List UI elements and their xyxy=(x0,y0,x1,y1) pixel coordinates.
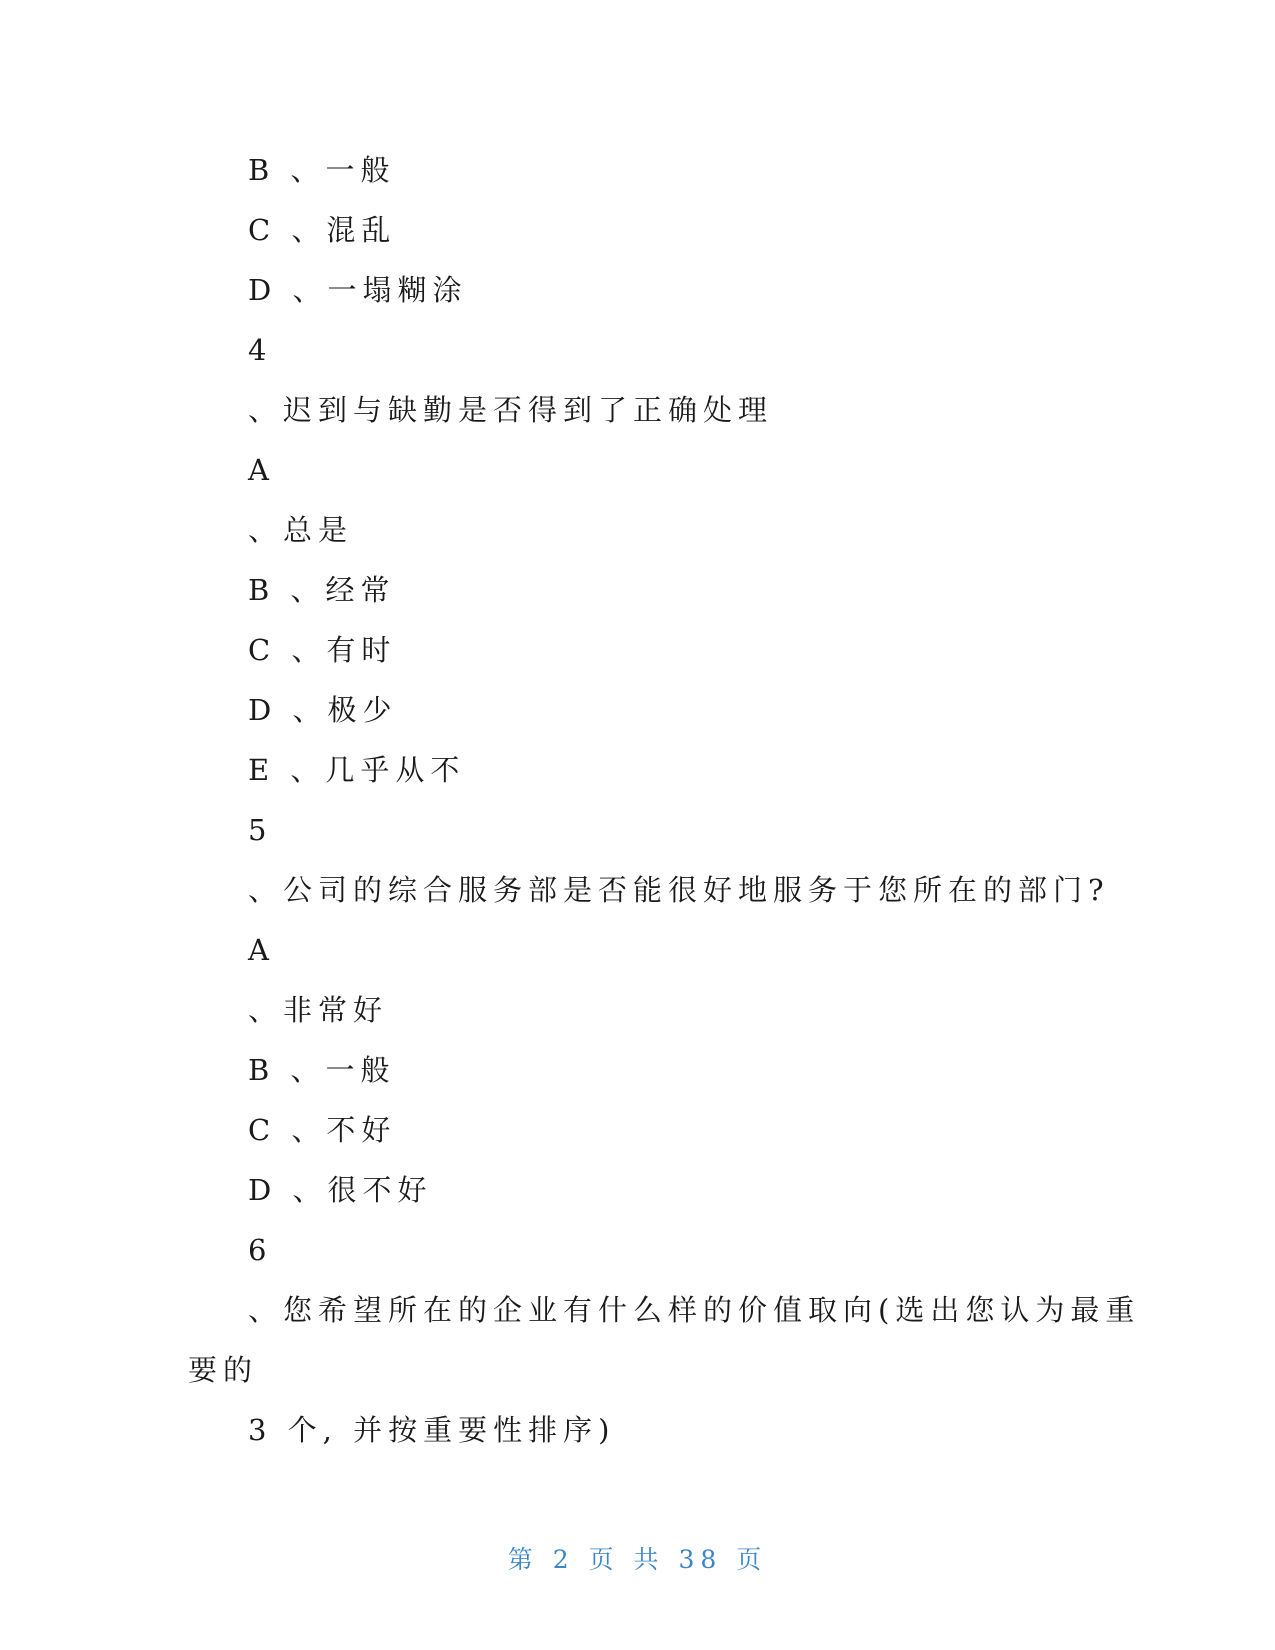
option-a-line: 、非常好 xyxy=(248,993,389,1027)
option-e-line: E 、几乎从不 xyxy=(248,753,466,787)
option-c-line: C 、有时 xyxy=(248,633,397,667)
question-text: 、公司的综合服务部是否能很好地服务于您所在的部门? xyxy=(248,873,1110,907)
option-c-line: C 、不好 xyxy=(248,1113,397,1147)
option-b-line: B 、一般 xyxy=(248,1053,396,1087)
option-b-line: B 、经常 xyxy=(248,573,396,607)
question-text: 、您希望所在的企业有什么样的价值取向(选出您认为最重 xyxy=(248,1293,1141,1327)
question-text-continued: 3 个, 并按重要性排序) xyxy=(248,1413,616,1447)
option-d-line: D 、很不好 xyxy=(248,1173,433,1207)
question-number: 4 xyxy=(248,333,273,367)
question-number: 5 xyxy=(248,813,273,847)
question-text: 、迟到与缺勤是否得到了正确处理 xyxy=(248,393,774,427)
option-d-line: D 、极少 xyxy=(248,693,398,727)
page-footer: 第 2 页 共 38 页 xyxy=(507,1545,768,1574)
question-number: 6 xyxy=(248,1233,273,1267)
option-d-line: D 、一塌糊涂 xyxy=(248,273,468,307)
option-b-line: B 、一般 xyxy=(248,153,396,187)
option-c-line: C 、混乱 xyxy=(248,213,397,247)
option-letter: A xyxy=(248,933,275,967)
option-a-line: 、总是 xyxy=(248,513,354,547)
option-letter: A xyxy=(248,453,275,487)
question-text-continued: 要的 xyxy=(188,1353,259,1387)
